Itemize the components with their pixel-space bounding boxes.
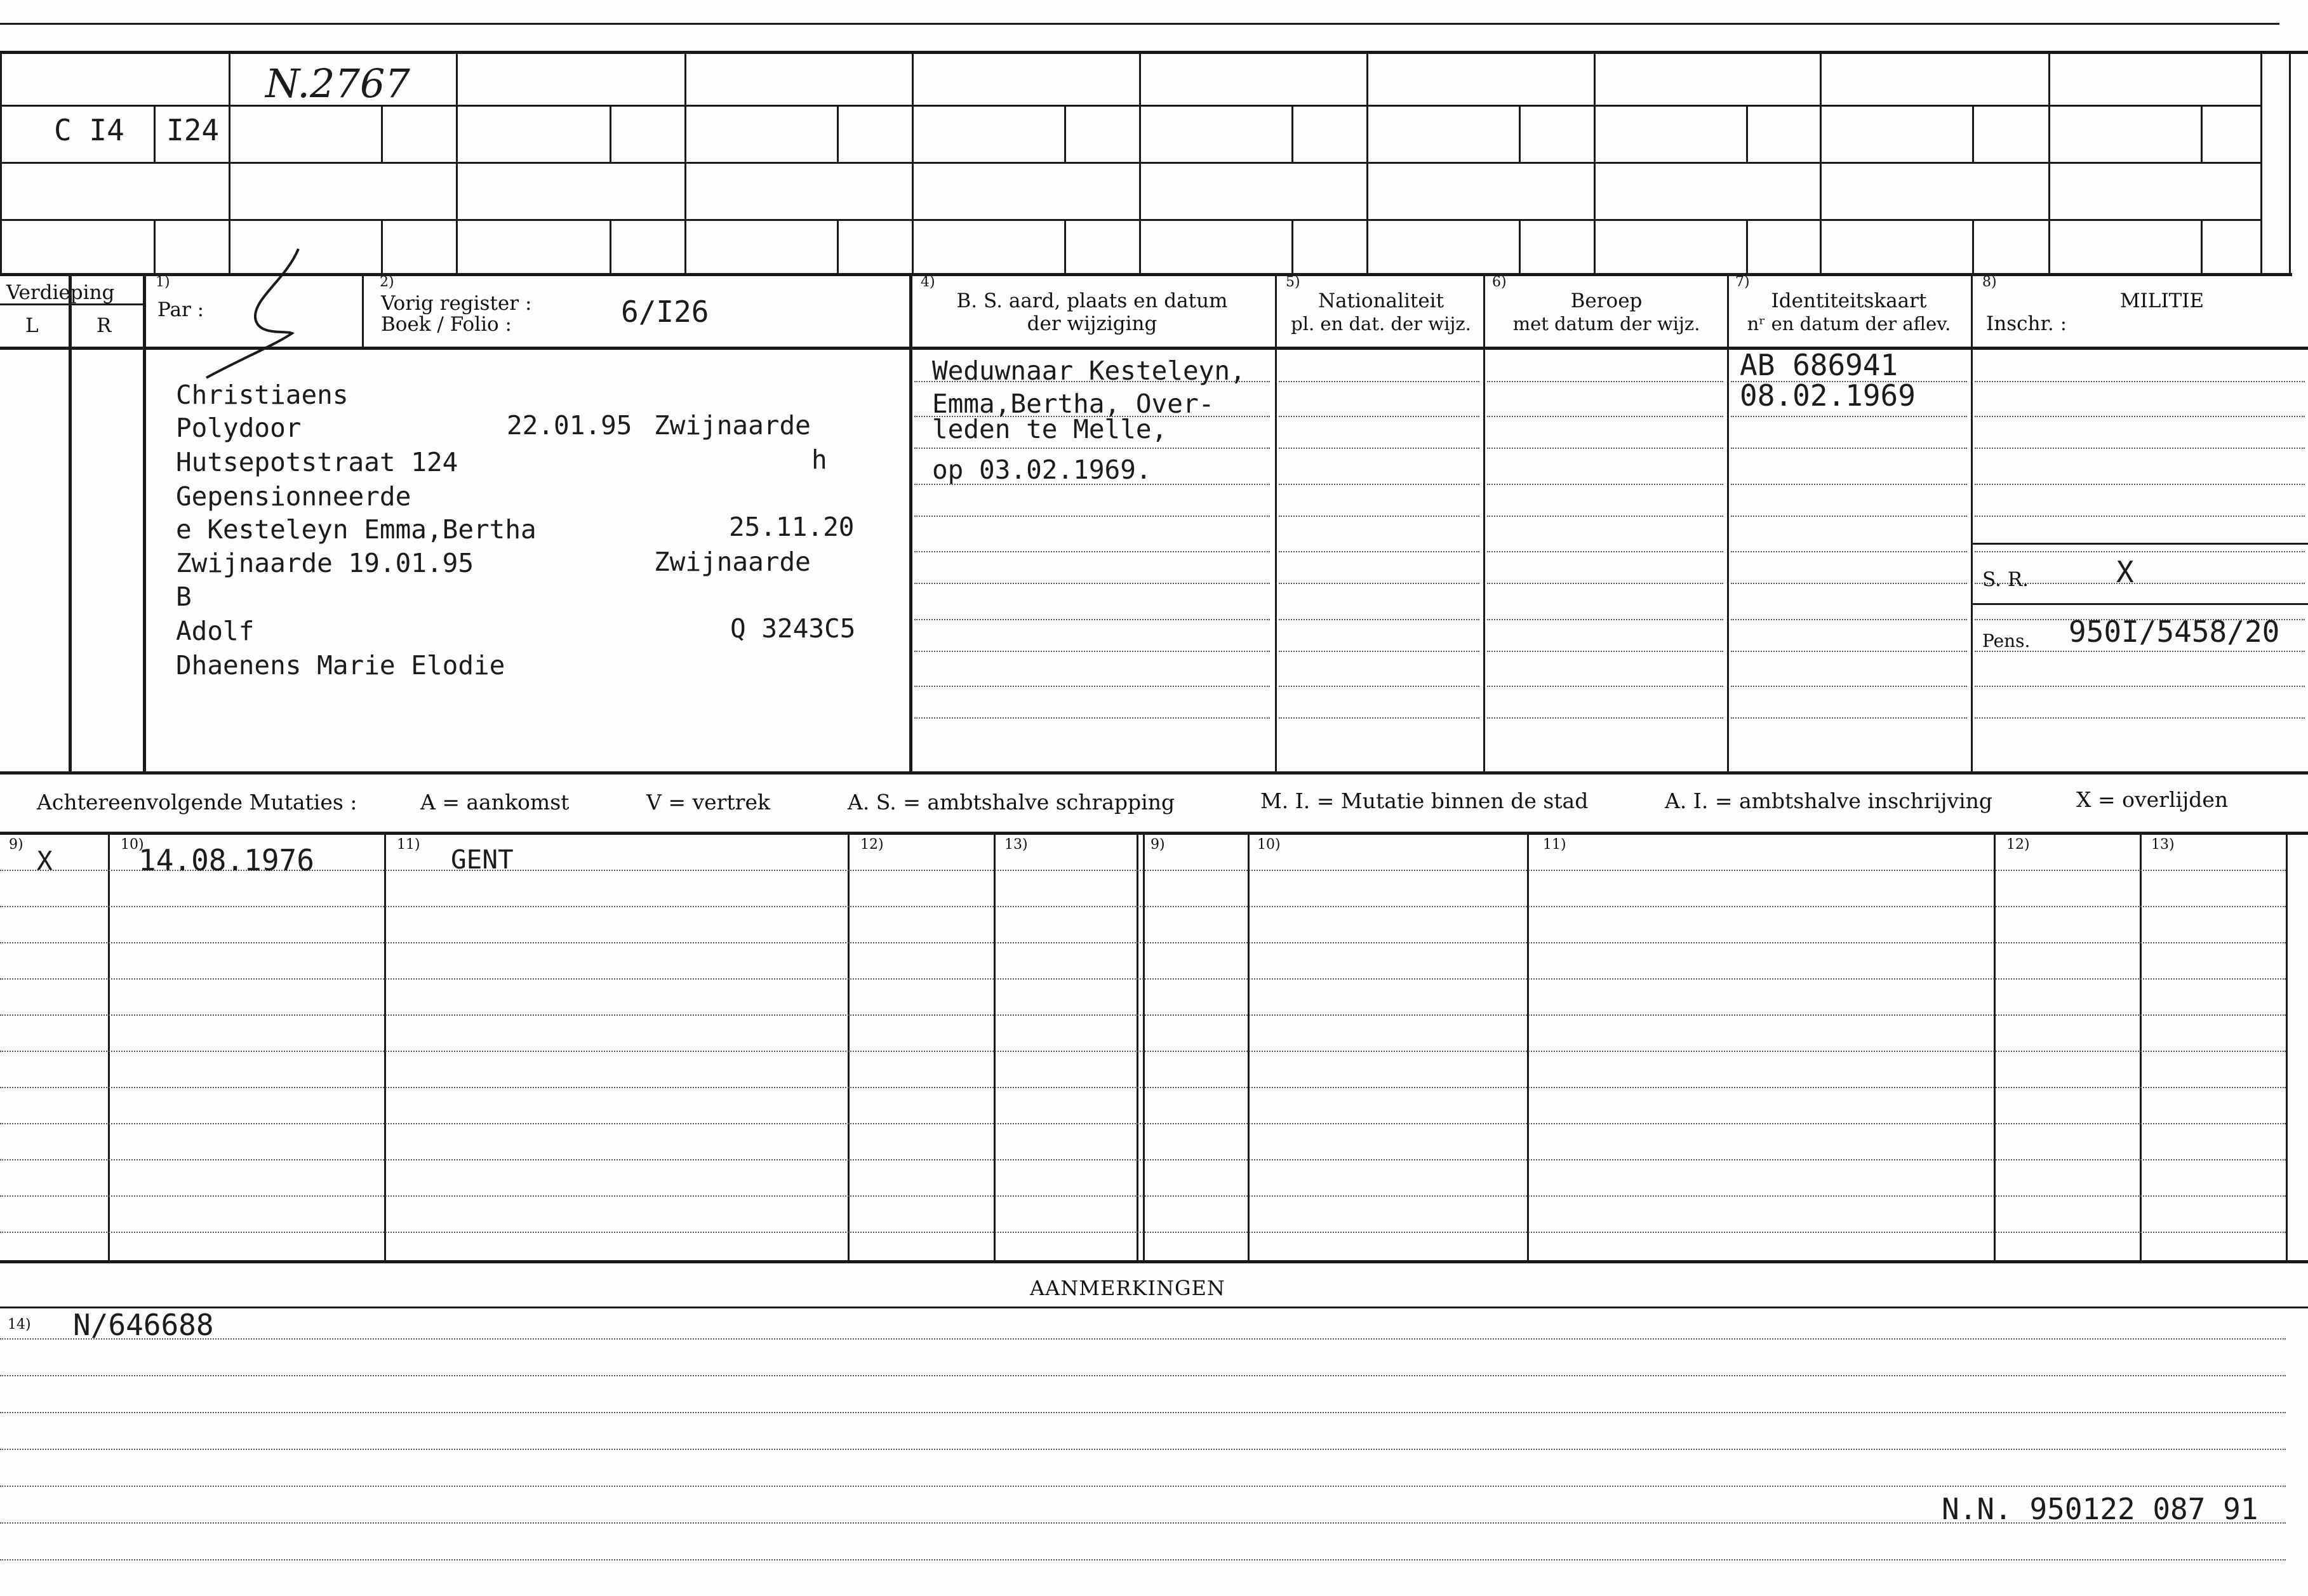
nationaliteit-header-1: Nationaliteit xyxy=(1317,289,1444,312)
occupation: Gepensionneerde xyxy=(176,481,411,512)
mut-col-9b: 9) xyxy=(1151,837,1165,853)
col-l-label: L xyxy=(25,314,39,337)
remarks-title: AANMERKINGEN xyxy=(1030,1276,1225,1300)
address: Hutsepotstraat 124 xyxy=(176,447,458,477)
marriage-date: 25.11.20 xyxy=(729,512,855,542)
pens-label: Pens. xyxy=(1982,630,2031,651)
col-r-label: R xyxy=(97,314,112,337)
mut-col-11b: 11) xyxy=(1543,837,1566,853)
sr-label: S. R. xyxy=(1982,568,2029,591)
vorig-register-label: Vorig register : xyxy=(381,292,532,315)
legend-x: X = overlijden xyxy=(2076,787,2229,812)
mut-col-10: 10) xyxy=(121,837,144,853)
ref-8: 8) xyxy=(1982,274,1997,290)
mut-col-11: 11) xyxy=(397,837,420,853)
father-name: Adolf xyxy=(176,616,255,646)
mut-col-13b: 13) xyxy=(2151,837,2175,853)
mutation-type: X xyxy=(37,846,53,876)
mut-col-13: 13) xyxy=(1004,837,1028,853)
id-card-number: AB 686941 xyxy=(1740,348,1898,382)
inschr-label: Inschr. : xyxy=(1986,312,2067,335)
birth-date: 22.01.95 xyxy=(507,410,632,441)
sr-value: X xyxy=(2116,555,2134,589)
legend-a: A = aankomst xyxy=(420,790,570,815)
mutation-place: GENT xyxy=(451,844,514,875)
national-number: N.N. 950122 087 91 xyxy=(1942,1492,2258,1526)
bs-header-2: der wijziging xyxy=(1027,312,1157,335)
civil-change-line-1: Weduwnaar Kesteleyn, xyxy=(932,356,1246,386)
identiteitskaart-header-1: Identiteitskaart xyxy=(1771,289,1927,312)
code-ci4: C I4 xyxy=(54,113,124,147)
code-q: Q 3243C5 xyxy=(730,613,856,644)
militie-header: MILITIE xyxy=(2119,289,2205,312)
legend-title: Achtereenvolgende Mutaties : xyxy=(37,790,357,815)
civil-change-line-3: leden te Melle, xyxy=(932,414,1168,444)
ref-1: 1) xyxy=(156,274,170,290)
mut-col-9: 9) xyxy=(9,837,23,853)
civil-change-line-4: op 03.02.1969. xyxy=(932,455,1152,485)
spouse-name: e Kesteleyn Emma,Bertha xyxy=(176,514,537,545)
legend-as: A. S. = ambtshalve schrapping xyxy=(848,790,1175,815)
spouse-birth: Zwijnaarde 19.01.95 xyxy=(176,548,474,578)
birth-place: Zwijnaarde xyxy=(654,410,811,441)
bs-header-1: B. S. aard, plaats en datum xyxy=(956,289,1228,312)
beroep-header-2: met datum der wijz. xyxy=(1512,313,1700,335)
firstname: Polydoor xyxy=(176,413,302,443)
legend-ai: A. I. = ambtshalve inschrijving xyxy=(1665,788,1993,813)
letter-b: B xyxy=(176,582,192,612)
ref-2: 2) xyxy=(380,274,394,290)
mut-col-10b: 10) xyxy=(1257,837,1281,853)
par-label: Par : xyxy=(157,298,204,321)
handwritten-number: N.2767 xyxy=(265,60,410,107)
boek-folio-label: Boek / Folio : xyxy=(381,313,512,336)
ref-6: 6) xyxy=(1492,274,1507,290)
mut-col-12b: 12) xyxy=(2006,837,2030,853)
marriage-place: Zwijnaarde xyxy=(654,547,811,577)
folio-value: 6/I26 xyxy=(621,295,709,329)
mother-name: Dhaenens Marie Elodie xyxy=(176,650,505,681)
ref-5: 5) xyxy=(1286,274,1300,290)
mut-col-12: 12) xyxy=(860,837,884,853)
legend-mi: M. I. = Mutatie binnen de stad xyxy=(1260,788,1589,813)
pens-value: 950I/5458/20 xyxy=(2069,615,2280,649)
beroep-header-1: Beroep xyxy=(1570,289,1643,312)
identiteitskaart-header-2: nʳ en datum der aflev. xyxy=(1747,313,1951,335)
ref-14: 14) xyxy=(8,1317,31,1333)
code-i24: I24 xyxy=(166,113,220,147)
id-card-date: 08.02.1969 xyxy=(1740,378,1916,413)
mutation-date: 14.08.1976 xyxy=(138,843,314,877)
status-code: h xyxy=(811,444,827,475)
ref-4: 4) xyxy=(921,274,935,290)
civil-change-line-2: Emma,Bertha, Over- xyxy=(932,389,1215,419)
legend-v: V = vertrek xyxy=(646,790,770,815)
ref-7: 7) xyxy=(1735,274,1750,290)
verdieping-label: Verdieping xyxy=(6,281,115,304)
remarks-number: N/646688 xyxy=(73,1308,214,1342)
surname: Christiaens xyxy=(176,380,349,410)
nationaliteit-header-2: pl. en dat. der wijz. xyxy=(1291,313,1471,335)
